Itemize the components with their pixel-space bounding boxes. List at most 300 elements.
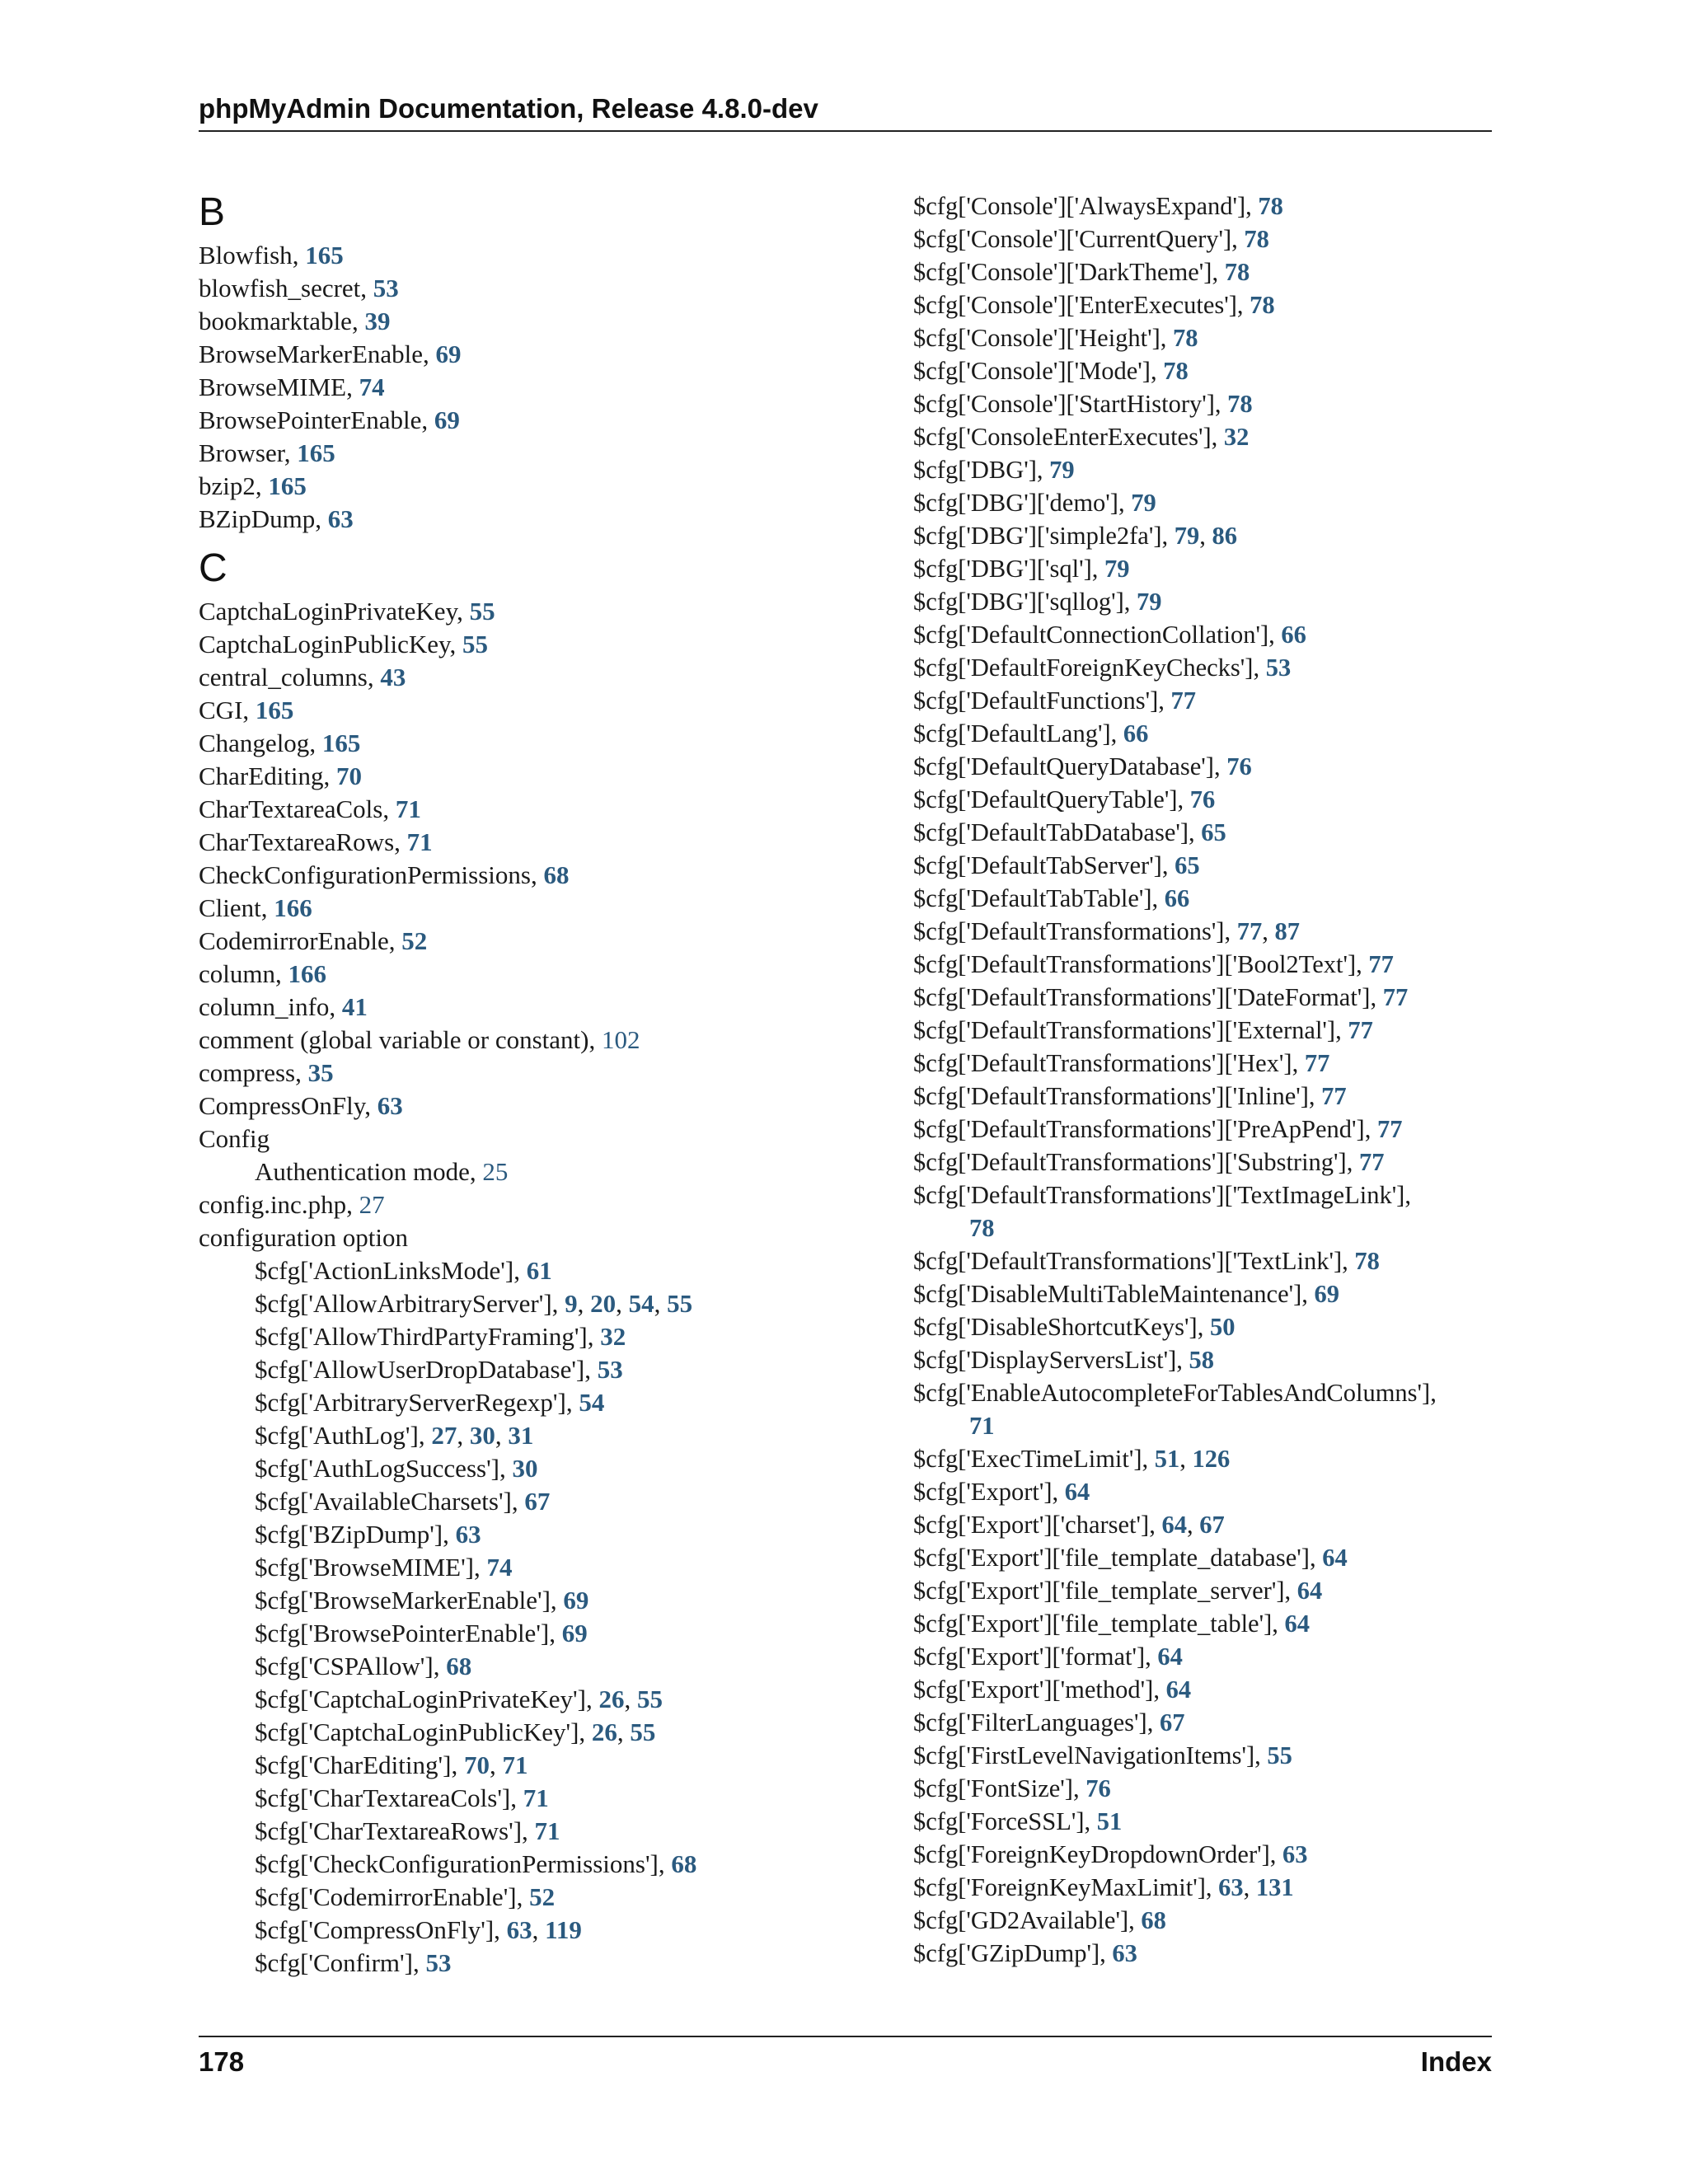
page-reference-link[interactable]: 79 (1131, 489, 1156, 517)
separator: , (585, 1685, 599, 1713)
index-entry (199, 1122, 891, 1155)
page-reference-link[interactable]: 77 (1170, 687, 1197, 715)
index-entry (913, 1508, 1507, 1541)
page-reference-link[interactable]: 69 (435, 340, 462, 368)
page-reference-link[interactable]: 64 (1165, 1675, 1192, 1704)
index-term: $cfg['CompressOnFly'] (255, 1915, 495, 1944)
page-reference-link[interactable]: 77 (1382, 983, 1409, 1011)
separator: , (1189, 818, 1202, 846)
separator: , (360, 274, 373, 302)
page-reference-link[interactable]: 87 (1274, 917, 1300, 945)
page-reference-link[interactable]: 63 (506, 1915, 532, 1944)
index-entry-list (199, 595, 891, 1980)
index-entry (913, 1244, 1507, 1277)
index-term: $cfg['CharTextareaCols'] (255, 1783, 511, 1812)
page-reference-link[interactable]: 69 (1314, 1280, 1340, 1308)
index-entry (913, 1047, 1507, 1080)
index-entry (913, 915, 1507, 948)
separator: , (489, 1750, 503, 1779)
page-reference-link[interactable]: 9 (565, 1289, 578, 1318)
page-reference-link[interactable]: 64 (1322, 1544, 1348, 1572)
index-entry (913, 618, 1507, 651)
page-reference-link[interactable]: 78 (1173, 324, 1198, 352)
index-entry (199, 628, 891, 661)
separator: , (550, 1586, 564, 1615)
page-footer (199, 2044, 1492, 2080)
page-reference-link[interactable]: 27 (359, 1190, 385, 1219)
separator: , (532, 1915, 546, 1944)
page-reference-link[interactable]: 55 (630, 1718, 656, 1746)
separator: , (367, 663, 381, 691)
separator: , (451, 1750, 464, 1779)
separator: , (1142, 1445, 1155, 1473)
index-term: $cfg['DefaultTabDatabase'] (913, 818, 1189, 846)
index-term: $cfg['CheckConfigurationPermissions'] (255, 1849, 659, 1878)
index-term: $cfg['Console']['Mode'] (913, 357, 1151, 385)
index-entry (913, 420, 1507, 453)
index-term: $cfg['EnableAutocompleteForTablesAndColumns'] (913, 1379, 1431, 1407)
index-entry (199, 239, 891, 272)
index-entry (199, 503, 891, 536)
separator: , (1308, 1082, 1322, 1110)
page-reference-link[interactable]: 71 (395, 794, 421, 823)
page-reference-link[interactable]: 52 (401, 926, 428, 955)
page-reference-link[interactable]: 69 (434, 405, 460, 434)
separator: , (1269, 1840, 1283, 1868)
page-reference-link[interactable]: 68 (543, 860, 570, 889)
page-reference-link[interactable]: 77 (1321, 1082, 1347, 1110)
page-reference-link[interactable]: 77 (1368, 950, 1394, 978)
separator: , (421, 405, 434, 434)
page-reference-link[interactable]: 70 (336, 762, 363, 790)
page-reference-link[interactable]: 58 (1189, 1346, 1215, 1374)
index-term: $cfg['CaptchaLoginPublicKey'] (255, 1718, 579, 1746)
index-entry (199, 1254, 891, 1287)
index-entry (199, 1782, 891, 1815)
index-entry (913, 1772, 1507, 1805)
index-term: blowfish_secret (199, 274, 361, 302)
index-entry (199, 1815, 891, 1848)
index-entry (913, 1179, 1507, 1244)
separator: , (418, 1421, 432, 1450)
page-reference-link[interactable]: 78 (1227, 390, 1253, 418)
separator: , (351, 307, 365, 335)
separator: , (284, 438, 298, 467)
index-term: $cfg['DBG']['demo'] (913, 489, 1118, 517)
index-entry (913, 1442, 1507, 1475)
page-reference-link[interactable]: 78 (1244, 225, 1269, 253)
index-term: BrowseMIME (199, 373, 347, 401)
index-entry (913, 1146, 1507, 1179)
index-term: $cfg['ForeignKeyMaxLimit'] (913, 1873, 1206, 1901)
separator: , (292, 241, 306, 269)
page-reference-link[interactable]: 68 (446, 1652, 472, 1680)
index-entry (199, 826, 891, 859)
page-reference-link[interactable]: 67 (1159, 1708, 1185, 1736)
index-term: $cfg['ForceSSL'] (913, 1807, 1085, 1835)
page-reference-link[interactable]: 54 (628, 1289, 654, 1318)
index-entry (199, 859, 891, 892)
page-reference-link[interactable]: 66 (1281, 621, 1306, 649)
page-reference-link[interactable]: 35 (307, 1058, 334, 1087)
page-reference-link[interactable]: 64 (1161, 1511, 1187, 1539)
index-entry (913, 783, 1507, 816)
page-reference-link[interactable]: 32 (1223, 423, 1250, 451)
index-entry (199, 305, 891, 338)
page-reference-link[interactable]: 63 (377, 1091, 403, 1120)
index-term: $cfg['AuthLogSuccess'] (255, 1454, 499, 1483)
page-reference-link[interactable]: 66 (1164, 884, 1190, 912)
separator: , (1186, 1511, 1200, 1539)
separator: , (1151, 884, 1165, 912)
separator: , (469, 1157, 483, 1186)
page-reference-link[interactable]: 55 (462, 630, 488, 658)
separator: , (1214, 390, 1228, 418)
separator: , (1205, 1873, 1219, 1901)
index-entry (913, 1640, 1507, 1673)
page-reference-link[interactable]: 55 (1267, 1741, 1292, 1769)
page-reference-link[interactable]: 102 (601, 1025, 640, 1054)
page-reference-link[interactable]: 64 (1296, 1577, 1323, 1605)
page-reference-link[interactable]: 63 (1282, 1840, 1308, 1868)
index-entry (199, 437, 891, 470)
page-reference-link[interactable]: 74 (359, 373, 385, 401)
page-reference-link[interactable]: 65 (1201, 818, 1226, 846)
page-reference-link[interactable]: 66 (1123, 719, 1149, 748)
index-term: $cfg['AllowArbitraryServer'] (255, 1289, 552, 1318)
index-entry (913, 552, 1507, 585)
index-entry (913, 223, 1507, 255)
separator: , (1100, 1939, 1113, 1967)
index-entry (913, 387, 1507, 420)
page-reference-link[interactable]: 69 (561, 1619, 588, 1647)
page-reference-link[interactable]: 53 (597, 1355, 623, 1384)
index-entry (199, 760, 891, 793)
page-reference-link[interactable]: 78 (1354, 1247, 1380, 1275)
index-entry (199, 1650, 891, 1683)
page-reference-link[interactable]: 71 (406, 827, 433, 856)
index-term: Client (199, 893, 261, 922)
index-term: $cfg['FilterLanguages'] (913, 1708, 1147, 1736)
index-term: $cfg['Export'] (913, 1478, 1053, 1506)
page-reference-link[interactable]: 131 (1255, 1873, 1294, 1901)
index-entry (199, 1386, 891, 1419)
page-reference-link[interactable]: 39 (364, 307, 391, 335)
separator: , (1150, 357, 1164, 385)
index-entry (199, 793, 891, 826)
separator: , (1036, 456, 1050, 484)
separator: , (1110, 719, 1123, 748)
separator: , (1211, 423, 1224, 451)
separator: , (1161, 522, 1175, 550)
separator: , (457, 1421, 470, 1450)
page-reference-link[interactable]: 53 (1265, 654, 1292, 682)
page-reference-link[interactable]: 78 (1258, 192, 1283, 220)
index-term: $cfg['Console']['StartHistory'] (913, 390, 1215, 418)
page-reference-link[interactable]: 78 (969, 1214, 995, 1242)
page-reference-link[interactable]: 77 (1304, 1049, 1330, 1077)
index-term: compress (199, 1058, 296, 1087)
page-reference-link[interactable]: 77 (1376, 1115, 1403, 1143)
index-term: $cfg['DefaultQueryDatabase'] (913, 752, 1214, 780)
page-reference-link[interactable]: 79 (1174, 522, 1200, 550)
separator: , (1158, 687, 1171, 715)
separator: , (1212, 258, 1225, 286)
index-term: $cfg['BZipDump'] (255, 1520, 443, 1549)
index-entry (199, 272, 891, 305)
page-reference-link[interactable]: 166 (274, 893, 312, 922)
page-reference-link[interactable]: 25 (482, 1157, 509, 1186)
page-reference-link[interactable]: 165 (305, 241, 344, 269)
separator: , (1224, 917, 1237, 945)
page-reference-link[interactable]: 71 (523, 1783, 549, 1812)
index-entry (199, 1584, 891, 1617)
index-term: CharTextareaRows (199, 827, 395, 856)
index-term: $cfg['AllowUserDropDatabase'] (255, 1355, 585, 1384)
index-term: $cfg['Export']['file_template_server'] (913, 1577, 1285, 1605)
page-reference-link[interactable]: 43 (380, 663, 406, 691)
page-reference-link[interactable]: 52 (529, 1882, 556, 1911)
index-entry (913, 288, 1507, 321)
separator: , (1145, 1643, 1158, 1671)
page-reference-link[interactable]: 165 (255, 696, 294, 724)
page-reference-link[interactable]: 76 (1189, 785, 1216, 813)
index-term: $cfg['DefaultFunctions'] (913, 687, 1159, 715)
index-term: $cfg['DBG']['sql'] (913, 555, 1092, 583)
separator: , (1292, 1049, 1305, 1077)
page-reference-link[interactable]: 26 (598, 1685, 625, 1713)
index-term: $cfg['CodemirrorEnable'] (255, 1882, 517, 1911)
index-term: $cfg['AvailableCharsets'] (255, 1487, 512, 1516)
index-term: $cfg['DefaultTransformations'] (913, 917, 1225, 945)
index-entry (913, 750, 1507, 783)
separator: , (382, 794, 396, 823)
index-entry (199, 1518, 891, 1551)
index-entry (199, 1716, 891, 1749)
page-reference-link[interactable]: 26 (591, 1718, 617, 1746)
index-entry (199, 595, 891, 628)
index-term: CaptchaLoginPublicKey (199, 630, 450, 658)
index-term: $cfg['DefaultConnectionCollation'] (913, 621, 1269, 649)
index-entry (913, 1343, 1507, 1376)
index-entry (913, 1277, 1507, 1310)
page-reference-link[interactable]: 64 (1157, 1643, 1183, 1671)
separator: , (1243, 1873, 1256, 1901)
page-reference-link[interactable]: 20 (590, 1289, 617, 1318)
index-term: $cfg['DefaultLang'] (913, 719, 1111, 748)
index-entry (199, 1221, 891, 1254)
separator: , (423, 340, 436, 368)
page-reference-link[interactable]: 63 (455, 1520, 481, 1549)
index-term: $cfg['Console']['CurrentQuery'] (913, 225, 1232, 253)
separator: , (579, 1718, 592, 1746)
index-entry (913, 981, 1507, 1014)
index-entry (199, 338, 891, 371)
index-entry (913, 1871, 1507, 1904)
index-entry-list (199, 239, 891, 536)
index-term: CompressOnFly (199, 1091, 365, 1120)
index-term: $cfg['DBG'] (913, 456, 1037, 484)
page-reference-link[interactable]: 50 (1209, 1313, 1236, 1341)
index-term: $cfg['Console']['AlwaysExpand'] (913, 192, 1246, 220)
page-reference-link[interactable]: 77 (1358, 1148, 1385, 1176)
footer-rule (199, 2036, 1492, 2037)
page-reference-link[interactable]: 77 (1236, 917, 1263, 945)
page-reference-link[interactable]: 64 (1284, 1610, 1310, 1638)
page-reference-link[interactable]: 53 (425, 1948, 452, 1977)
separator: , (329, 992, 342, 1021)
index-term: $cfg['Export']['format'] (913, 1643, 1146, 1671)
page-reference-link[interactable]: 51 (1096, 1807, 1123, 1835)
separator: , (549, 1619, 562, 1647)
page-reference-link[interactable]: 165 (321, 729, 361, 757)
index-term: $cfg['DefaultTransformations']['Bool2Text'] (913, 950, 1357, 978)
page-reference-link[interactable]: 78 (1163, 357, 1189, 385)
page-reference-link[interactable]: 78 (1250, 291, 1275, 319)
page-reference-link[interactable]: 76 (1085, 1774, 1111, 1802)
index-entry (913, 1080, 1507, 1113)
index-term: $cfg['ConsoleEnterExecutes'] (913, 423, 1212, 451)
header-rule (199, 130, 1492, 132)
index-term: $cfg['DefaultTabTable'] (913, 884, 1152, 912)
index-letter-heading: B (199, 190, 226, 234)
separator: , (1272, 1610, 1285, 1638)
separator: , (513, 1256, 527, 1285)
page-reference-link[interactable]: 67 (524, 1487, 551, 1516)
index-term: Browser (199, 438, 284, 467)
page-reference-link[interactable]: 63 (1218, 1873, 1244, 1901)
separator: , (1346, 1148, 1359, 1176)
page-reference-link[interactable]: 165 (297, 438, 335, 467)
page-reference-link[interactable]: 79 (1049, 456, 1075, 484)
page-reference-link[interactable]: 41 (341, 992, 368, 1021)
page-reference-link[interactable]: 69 (563, 1586, 589, 1615)
page-reference-link[interactable]: 54 (579, 1388, 605, 1417)
page-reference-link[interactable]: 79 (1137, 588, 1162, 616)
separator: , (457, 597, 470, 626)
index-entry (913, 453, 1507, 486)
separator: , (511, 1487, 525, 1516)
page-reference-link[interactable]: 30 (512, 1454, 538, 1483)
index-term: $cfg['DefaultTransformations']['Hex'] (913, 1049, 1292, 1077)
page-reference-link[interactable]: 55 (667, 1289, 693, 1318)
separator: , (1176, 1346, 1189, 1374)
index-entry (199, 1188, 891, 1221)
page-reference-link[interactable]: 51 (1154, 1445, 1180, 1473)
index-term: $cfg['DefaultTransformations']['DateFormat'] (913, 983, 1371, 1011)
page-reference-link[interactable]: 71 (502, 1750, 528, 1779)
page-reference-link[interactable]: 68 (1141, 1906, 1166, 1934)
separator: , (295, 1058, 308, 1087)
page-reference-link[interactable]: 165 (268, 471, 307, 500)
index-term: Blowfish (199, 241, 293, 269)
page-reference-link[interactable]: 74 (486, 1553, 513, 1582)
page-reference-link[interactable]: 166 (288, 959, 326, 988)
index-term: CodemirrorEnable (199, 926, 389, 955)
separator: , (654, 1289, 668, 1318)
index-term: $cfg['ForeignKeyDropdownOrder'] (913, 1840, 1270, 1868)
page-reference-link[interactable]: 70 (463, 1750, 490, 1779)
page-reference-link[interactable]: 65 (1175, 851, 1200, 879)
page-reference-link[interactable]: 31 (508, 1421, 534, 1450)
index-term: column_info (199, 992, 330, 1021)
index-entry (913, 1706, 1507, 1739)
separator: , (494, 1915, 507, 1944)
page-reference-link[interactable]: 119 (545, 1915, 582, 1944)
page-reference-link[interactable]: 64 (1064, 1478, 1090, 1506)
page-reference-link[interactable]: 71 (534, 1816, 560, 1845)
index-term: $cfg['AuthLog'] (255, 1421, 419, 1450)
page-reference-link[interactable]: 79 (1104, 555, 1130, 583)
page-reference-link[interactable]: 30 (469, 1421, 495, 1450)
separator: , (530, 860, 544, 889)
index-entry (913, 190, 1507, 223)
page-reference-link[interactable]: 53 (373, 274, 399, 302)
separator: , (1123, 588, 1137, 616)
index-entry (199, 991, 891, 1024)
page-reference-link[interactable]: 63 (1112, 1939, 1137, 1967)
separator: , (346, 373, 359, 401)
page-reference-link[interactable]: 55 (636, 1685, 663, 1713)
page-reference-link[interactable]: 86 (1212, 522, 1237, 550)
index-term: CGI (199, 696, 243, 724)
index-term: Authentication mode (255, 1157, 470, 1186)
separator: , (588, 1025, 602, 1054)
page-reference-link[interactable]: 78 (1224, 258, 1250, 286)
index-term: $cfg['Confirm'] (255, 1948, 413, 1977)
page-reference-link[interactable]: 76 (1226, 752, 1252, 780)
index-entry (913, 1475, 1507, 1508)
page-reference-link[interactable]: 27 (431, 1421, 457, 1450)
page-header-title: phpMyAdmin Documentation, Release 4.8.0-dev (199, 93, 818, 124)
page-reference-link[interactable]: 77 (1348, 1016, 1373, 1044)
separator: , (1245, 192, 1259, 220)
index-term: $cfg['Console']['EnterExecutes'] (913, 291, 1237, 319)
page-reference-link[interactable]: 68 (671, 1849, 697, 1878)
index-term: $cfg['GD2Available'] (913, 1906, 1129, 1934)
page-reference-link[interactable]: 126 (1192, 1445, 1231, 1473)
index-entry (913, 519, 1507, 552)
separator: , (1356, 950, 1369, 978)
page-reference-link[interactable]: 63 (327, 504, 354, 533)
index-term: $cfg['Console']['Height'] (913, 324, 1160, 352)
index-entry (913, 882, 1507, 915)
index-term: $cfg['CSPAllow'] (255, 1652, 434, 1680)
separator: , (1160, 324, 1174, 352)
index-column-left (199, 190, 891, 1980)
index-term: $cfg['BrowseMarkerEnable'] (255, 1586, 551, 1615)
page-reference-link[interactable]: 32 (600, 1322, 626, 1351)
index-entry (913, 651, 1507, 684)
index-entry (913, 1574, 1507, 1607)
page-reference-link[interactable]: 55 (469, 597, 495, 626)
separator: , (1335, 1016, 1348, 1044)
index-term: CharTextareaCols (199, 794, 383, 823)
index-entry (913, 255, 1507, 288)
page-reference-link[interactable]: 61 (526, 1256, 552, 1285)
index-entry-continuation (913, 1409, 1507, 1442)
index-entry (913, 1607, 1507, 1640)
page-reference-link[interactable]: 67 (1199, 1511, 1225, 1539)
index-entry (199, 470, 891, 503)
separator: , (364, 1091, 377, 1120)
separator: , (1236, 291, 1250, 319)
separator: , (1370, 983, 1383, 1011)
separator: , (499, 1454, 513, 1483)
page-reference-link[interactable]: 71 (969, 1412, 995, 1440)
index-entry (199, 1551, 891, 1584)
separator: , (1284, 1577, 1297, 1605)
